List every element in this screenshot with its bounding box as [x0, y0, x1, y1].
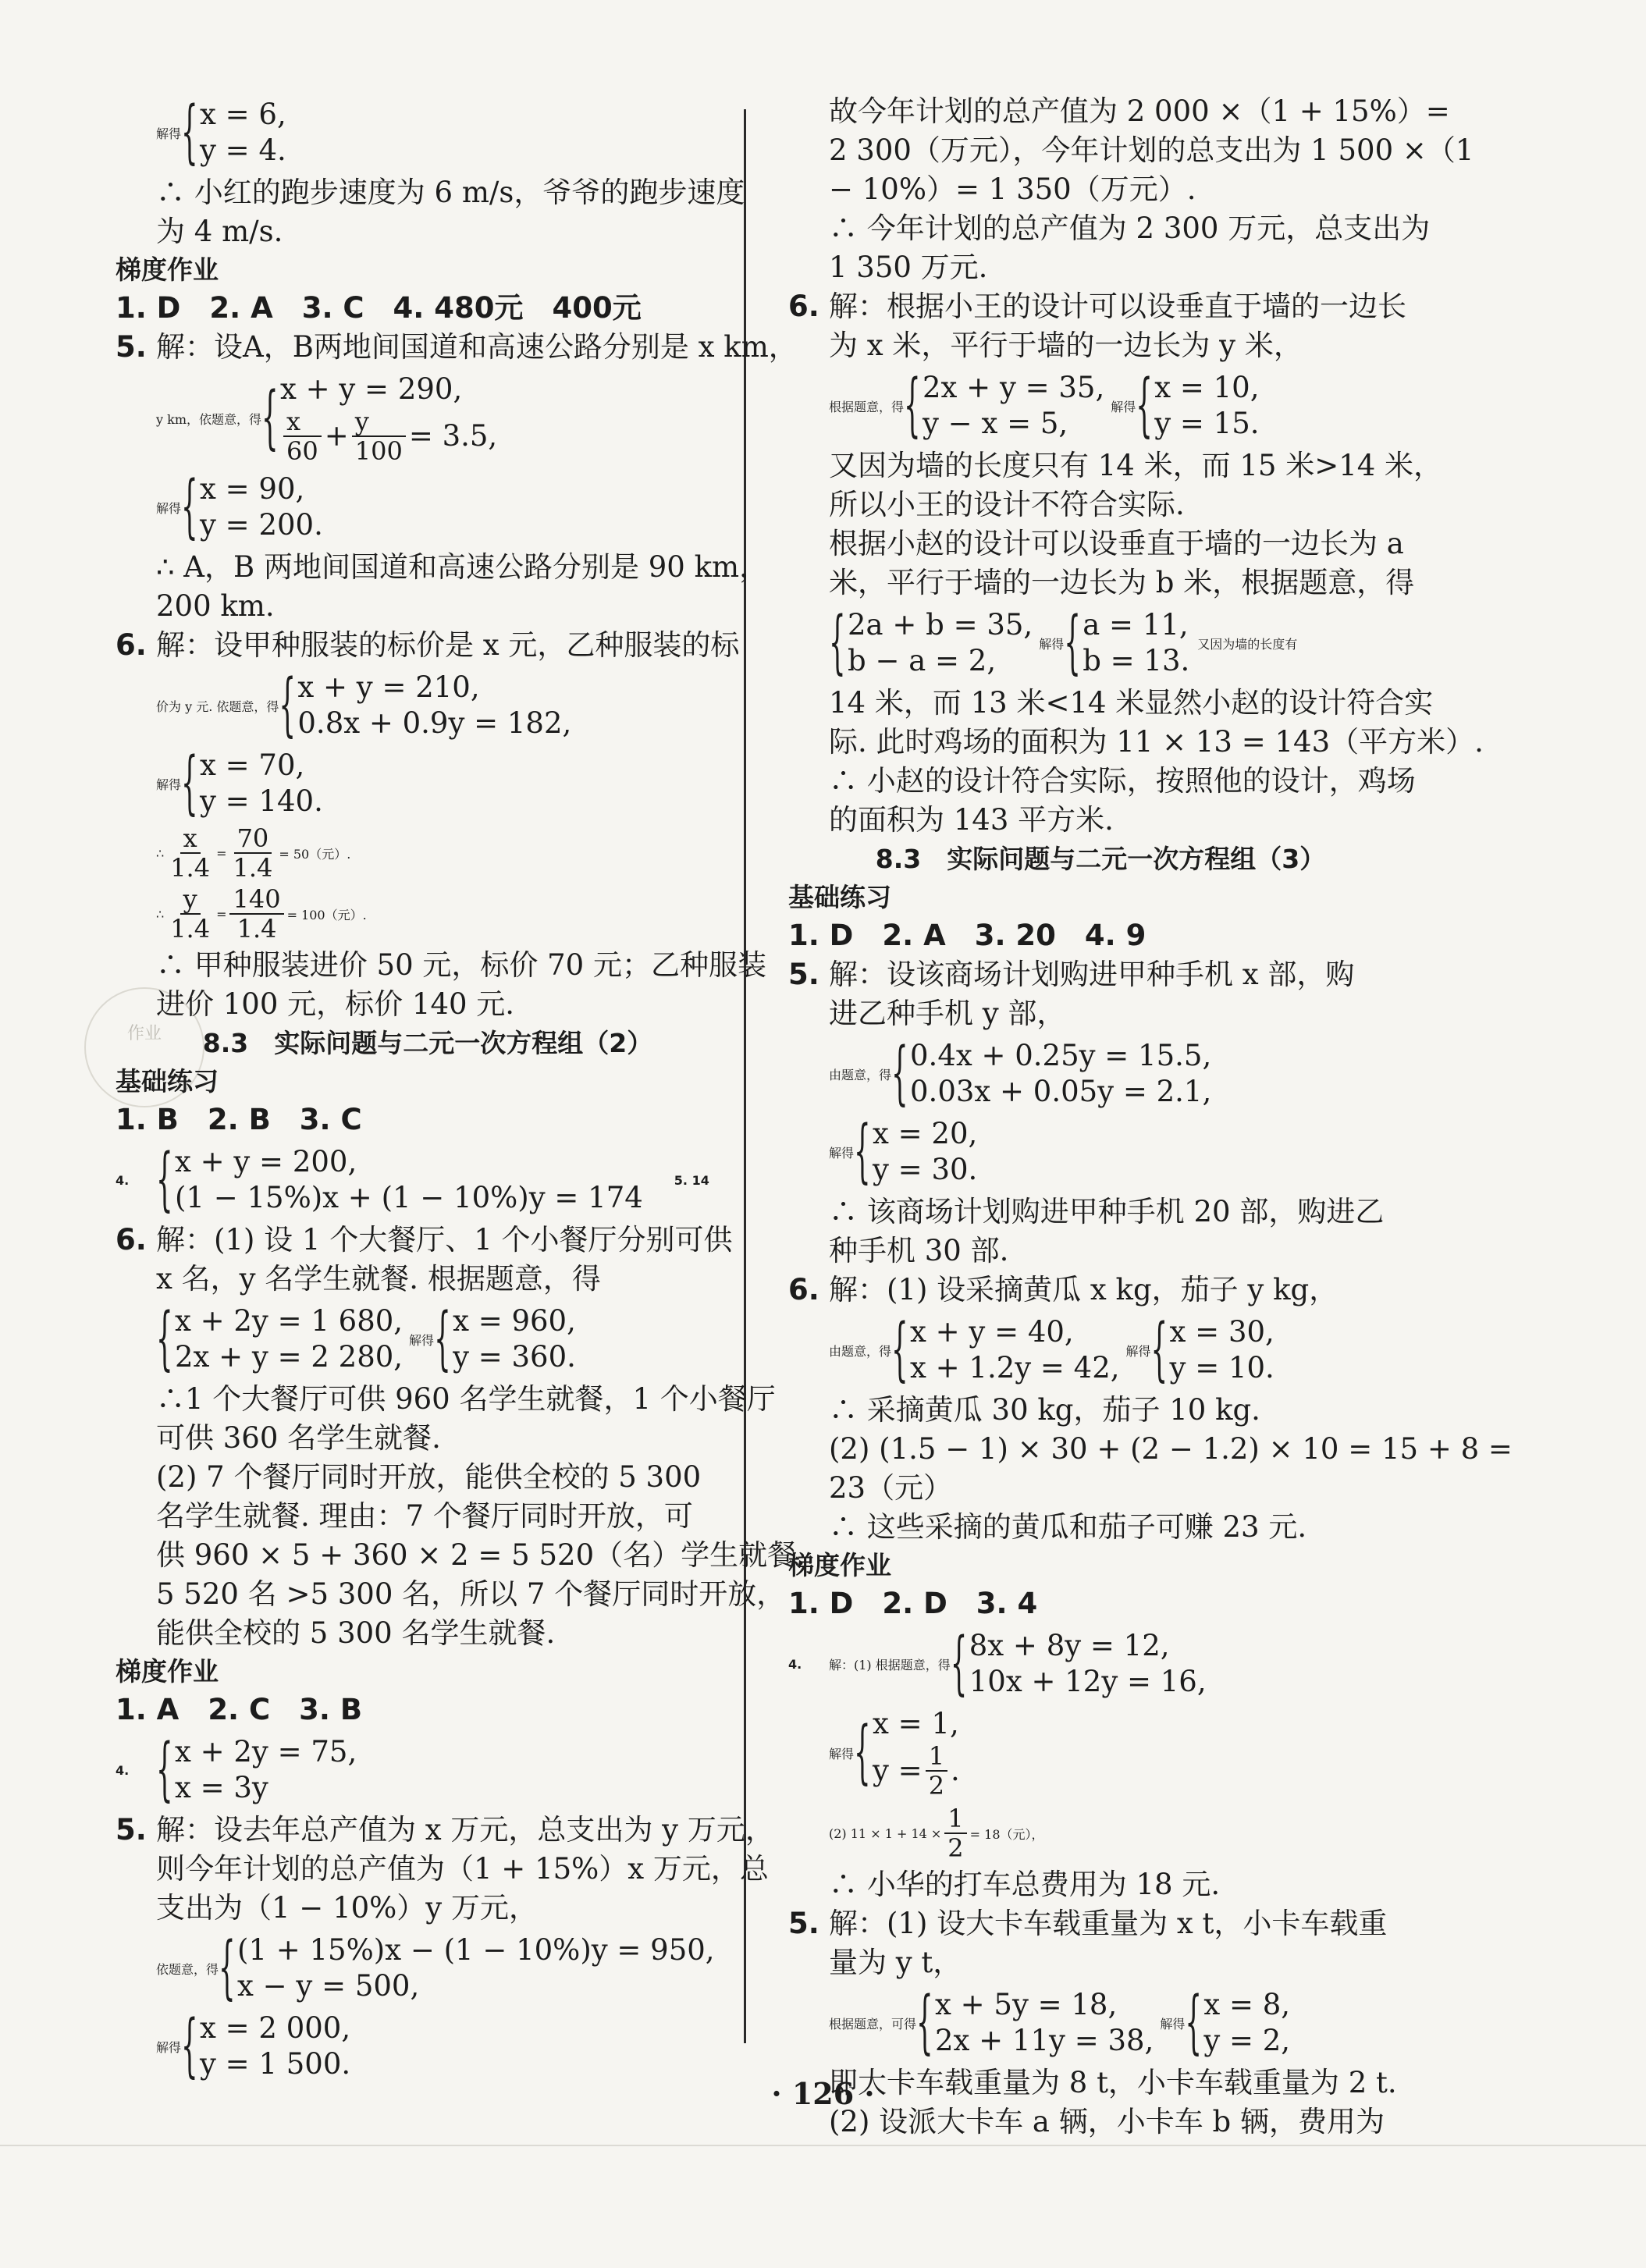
text-line: 际. 此时鸡场的面积为 11 × 13 = 143（平方米）. [829, 725, 1484, 759]
page-number: · 126 · [771, 2076, 875, 2111]
text-line: 即大卡车载重量为 8 t，小卡车载重量为 2 t. [829, 2066, 1397, 2099]
equation-line: { x + 2y = 1 680, 2x + y = 2 280, 解得 { x = 960, y = 360. [156, 1299, 576, 1380]
text-line: 1 350 万元. [829, 251, 988, 284]
equation-system: { x = 70, y = 140. [181, 743, 323, 824]
text-line: ∴ 小红的跑步速度为 6 m/s，爷爷的跑步速度 [156, 176, 745, 209]
text-line: 支出为（1 − 10%）y 万元， [156, 1891, 538, 1925]
question-6: 6. 解：(1) 设采摘黄瓜 x kg，茄子 y kg， [788, 1273, 1338, 1306]
equation-system: { x + 2y = 75, x = 3y [156, 1729, 357, 1811]
left-column [116, 92, 805, 2087]
equation-system: { x = 30, y = 10. [1150, 1310, 1274, 1391]
text-line: 2 300（万元），今年计划的总支出为 1 500 ×（1 [829, 133, 1474, 167]
solution-line: 解得 { x = 70, y = 140. [156, 743, 323, 824]
text-line: 可供 360 名学生就餐. [156, 1421, 441, 1455]
calculation-line: ∴ $\frac{x}{1.4}$ = $\frac{70}{1.4}$ = 50（元）. [156, 823, 351, 883]
equation-system: { x = 20, y = 30. [854, 1111, 978, 1193]
text-line: ∴ 采摘黄瓜 30 kg，茄子 10 kg. [829, 1393, 1260, 1427]
text-line: 名学生就餐. 理由：7 个餐厅同时开放，可 [156, 1499, 693, 1533]
equation-system: { x = 8, y = 2, [1185, 1982, 1291, 2064]
equation-system: { (1 + 15%)x − (1 − 10%)y = 950, x − y = 500, [219, 1928, 715, 2009]
question-6: 6. 解：(1) 设 1 个大餐厅、1 个小餐厅分别可供 [116, 1223, 733, 1257]
question-6: 6. 解：设甲种服装的标价是 x 元，乙种服装的标 [116, 628, 740, 662]
text-line: 5 520 名 >5 300 名，所以 7 个餐厅同时开放， [156, 1577, 786, 1611]
equation-line: 由题意，得 { 0.4x + 0.25y = 15.5, 0.03x + 0.05y = 2.1, [829, 1033, 1212, 1114]
section-title: 8.3 实际问题与二元一次方程组（3） [875, 844, 1326, 874]
section-heading: 基础练习 [788, 882, 891, 912]
calculation-line: (2) 11 × 1 + 14 × $\frac{1}{2}$ = 18（元）， [829, 1804, 1044, 1863]
equation-line: 根据题意，可得 { x + 5y = 18, 2x + 11y = 38, 解得 { x = 8, y = 2, [829, 1982, 1291, 2064]
equation-system: { 2x + y = 35, y − x = 5, [904, 365, 1105, 446]
homework-stamp: 作业 [84, 987, 204, 1107]
equation-line: { 2a + b = 35, b − a = 2, 解得 { a = 11, b = 13. 又因为墙的长度有 [829, 603, 1298, 684]
calculation-line: ∴ $\frac{y}{1.4}$ = $\frac{140}{1.4}$ = 100（元）. [156, 884, 367, 944]
section-heading: 梯度作业 [116, 1656, 219, 1687]
question-5: 5. 解：设该商场计划购进甲种手机 x 部，购 [788, 958, 1355, 991]
column-divider [744, 109, 746, 2043]
text-line: ∴ 甲种服装进价 50 元，标价 70 元；乙种服装 [156, 948, 766, 982]
answer-line: 1. B 2. B 3. C [116, 1103, 362, 1136]
text-line: 米，平行于墙的一边长为 b 米，根据题意，得 [829, 566, 1415, 599]
text-line: 种手机 30 部. [829, 1234, 1009, 1267]
text-line: − 10%）= 1 350（万元）. [829, 172, 1196, 206]
text-line: 所以小王的设计不符合实际. [829, 488, 1185, 521]
answer-line: 1. D 2. D 3. 4 [788, 1587, 1038, 1620]
text-line: (2) (1.5 − 1) × 30 + (2 − 1.2) × 10 = 15 + 8 = [829, 1432, 1513, 1466]
text-line: 为 4 m/s. [156, 215, 283, 248]
equation-line: 依题意，得 { (1 + 15%)x − (1 − 10%)y = 950, x − y = 500, [156, 1928, 715, 2009]
text-line: 供 960 × 5 + 360 × 2 = 5 520（名）学生就餐. [156, 1538, 805, 1572]
solution-line: 解得 { x = 2 000, y = 1 500. [156, 2006, 351, 2087]
answer-line: 1. D 2. A 3. 20 4. 9 [788, 919, 1147, 952]
section-title: 8.3 实际问题与二元一次方程组（2） [202, 1028, 653, 1058]
text-line: 则今年计划的总产值为（1 + 15%）x 万元，总 [156, 1852, 769, 1886]
equation-system: { x = 960, y = 360. [434, 1299, 576, 1380]
text-line: 23（元） [829, 1471, 953, 1505]
text-line: (2) 7 个餐厅同时开放，能供全校的 5 300 [156, 1460, 702, 1494]
section-heading: 梯度作业 [788, 1550, 891, 1580]
text-line: 的面积为 143 平方米. [829, 803, 1114, 837]
equation-system: { x = 90, y = 200. [181, 467, 323, 548]
bottom-rule [0, 2145, 1646, 2146]
text-line: ∴1 个大餐厅可供 960 名学生就餐，1 个小餐厅 [156, 1382, 776, 1416]
equation-system: { x + y = 200, (1 − 15%)x + (1 − 10%)y = 174 [156, 1139, 643, 1221]
equation-system: { x = 6, y = 4. [181, 92, 286, 173]
text-line: 为 x 米，平行于墙的一边长为 y 米， [829, 329, 1303, 362]
text-line: (2) 设派大卡车 a 辆，小卡车 b 辆，费用为 [829, 2105, 1385, 2138]
text-line: ∴ 该商场计划购进甲种手机 20 部，购进乙 [829, 1195, 1385, 1228]
equation-system: { 0.4x + 0.25y = 15.5, 0.03x + 0.05y = 2.1, [891, 1033, 1212, 1114]
solution-line: 解得 { x = 20, y = 30. [829, 1111, 978, 1193]
question-6: 6. 解：根据小王的设计可以设垂直于墙的一边长 [788, 290, 1406, 323]
solution-line: 解得 { x = 90, y = 200. [156, 467, 323, 548]
equation-system: { 8x + 8y = 12, 10x + 12y = 16, [950, 1623, 1207, 1705]
equation-system: { x = 2 000, y = 1 500. [181, 2006, 351, 2087]
text-line: ∴ 这些采摘的黄瓜和茄子可赚 23 元. [829, 1510, 1307, 1544]
equation-line: y km，依题意，得 { x + y = 290, $\frac{x}{60}$ + $\frac{y}{100}$ = 3.5, [156, 372, 498, 466]
text-line: ∴ A，B 两地间国道和高速公路分别是 90 km， [156, 550, 769, 584]
question-4: 4. { x + 2y = 75, x = 3y [116, 1729, 357, 1811]
equation-line: 根据题意，得 { 2x + y = 35, y − x = 5, 解得 { x = 10, y = 15. [829, 365, 1260, 446]
question-4: 4. { x + y = 200, (1 − 15%)x + (1 − 10%)y = 174 5. 14 [116, 1139, 709, 1221]
question-5: 5. 解：设A，B两地间国道和高速公路分别是 x km， [116, 330, 798, 364]
solution-line: 解得 { x = 6, y = 4. [156, 92, 286, 173]
equation-line: 由题意，得 { x + y = 40, x + 1.2y = 42, 解得 { x = 30, y = 10. [829, 1310, 1274, 1391]
section-heading: 基础练习 [116, 1066, 219, 1097]
text-line: 故今年计划的总产值为 2 000 ×（1 + 15%）= [829, 94, 1450, 128]
equation-system: { x + y = 290, $\frac{x}{60}$ + $\frac{y}{100}$ = 3.5, [261, 372, 498, 466]
text-line: 14 米，而 13 米<14 米显然小赵的设计符合实 [829, 686, 1434, 720]
equation-system: { x + y = 40, x + 1.2y = 42, [891, 1310, 1120, 1391]
answer-line: 1. D 2. A 3. C 4. 480元 400元 [116, 291, 642, 325]
equation-line: 价为 y 元. 依题意，得 { x + y = 210, 0.8x + 0.9y = 182, [156, 665, 572, 746]
text-line: 能供全校的 5 300 名学生就餐. [156, 1616, 556, 1650]
text-line: ∴ 小华的打车总费用为 18 元. [829, 1868, 1221, 1901]
solution-line: 解得 { x = 1, y = $\frac{1}{2}$ . [829, 1707, 960, 1801]
equation-system: { x + 2y = 1 680, 2x + y = 2 280, [156, 1299, 404, 1380]
equation-system: { x = 1, y = $\frac{1}{2}$ . [854, 1707, 960, 1801]
section-heading: 梯度作业 [116, 254, 219, 285]
text-line: ∴ 小赵的设计符合实际，按照他的设计，鸡场 [829, 764, 1416, 798]
answer-line: 1. A 2. C 3. B [116, 1693, 363, 1726]
text-line: 进价 100 元，标价 140 元. [156, 987, 515, 1021]
right-column [788, 92, 1513, 2142]
equation-system: { x = 10, y = 15. [1136, 365, 1260, 446]
question-5: 5. 解：设去年总产值为 x 万元，总支出为 y 万元， [116, 1813, 774, 1847]
equation-system: { 2a + b = 35, b − a = 2, [829, 603, 1033, 684]
equation-system: { x + y = 210, 0.8x + 0.9y = 182, [279, 665, 572, 746]
text-line: 进乙种手机 y 部， [829, 997, 1066, 1030]
question-5: 5. 解：(1) 设大卡车载重量为 x t，小卡车载重 [788, 1907, 1388, 1940]
equation-system: { a = 11, b = 13. [1064, 603, 1190, 684]
question-4: 4. 解：(1) 根据题意，得 { 8x + 8y = 12, 10x + 12y = 16, [788, 1623, 1207, 1705]
equation-system: { x + 5y = 18, 2x + 11y = 38, [916, 1982, 1154, 2064]
text-line: ∴ 今年计划的总产值为 2 300 万元，总支出为 [829, 212, 1431, 245]
text-line: 又因为墙的长度只有 14 米，而 15 米>14 米， [829, 449, 1443, 482]
text-line: 量为 y t， [829, 1946, 962, 1979]
text-line: 200 km. [156, 589, 275, 623]
text-line: x 名，y 名学生就餐. 根据题意，得 [156, 1262, 601, 1296]
text-line: 根据小赵的设计可以设垂直于墙的一边长为 a [829, 527, 1404, 560]
